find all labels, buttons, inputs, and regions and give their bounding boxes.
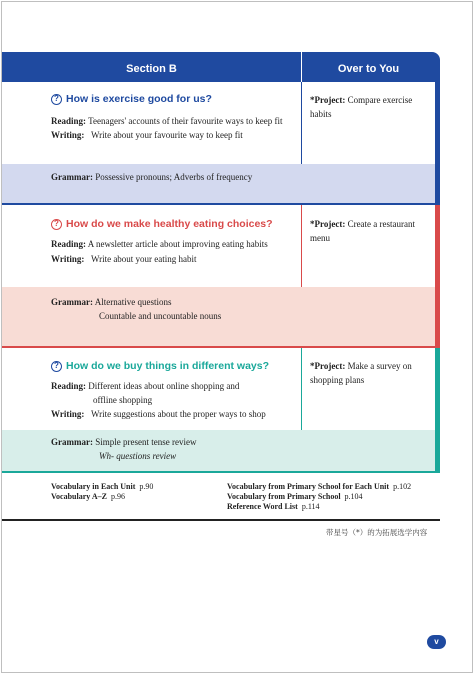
reference-label: Vocabulary in Each Unit bbox=[51, 482, 136, 491]
footnote: 带星号（*）的为拓展选学内容 bbox=[326, 528, 428, 537]
grammar-line-2: Countable and uncountable nouns bbox=[99, 311, 222, 321]
reference-vocabulary-a-z[interactable] bbox=[51, 492, 125, 501]
grammar-line bbox=[51, 437, 196, 447]
writing-line bbox=[51, 254, 197, 264]
grammar-band bbox=[2, 287, 435, 346]
grammar-line bbox=[51, 172, 252, 182]
writing-line bbox=[51, 130, 243, 140]
grammar-label: Grammar: bbox=[51, 297, 93, 307]
reference-primary-each-unit[interactable] bbox=[227, 482, 411, 491]
section-question bbox=[51, 218, 273, 230]
project-text bbox=[310, 359, 430, 387]
reference-page: p.96 bbox=[110, 492, 125, 501]
column-divider bbox=[301, 348, 302, 430]
grammar-text: Possessive pronouns; Adverbs of frequency bbox=[95, 172, 253, 182]
reference-label: Vocabulary from Primary School for Each Unit bbox=[227, 482, 390, 491]
project-value: Compare exercise habits bbox=[310, 95, 413, 119]
section-separator bbox=[2, 471, 440, 473]
reading-text: A newsletter article about improving eating habits bbox=[87, 239, 268, 249]
grammar-text: Alternative questions bbox=[94, 297, 172, 307]
reference-page: p.104 bbox=[344, 492, 363, 501]
section-question bbox=[51, 360, 269, 372]
writing-label: Writing: bbox=[51, 409, 85, 419]
section-3 bbox=[2, 348, 440, 471]
section-2 bbox=[2, 205, 440, 346]
question-circle-icon: ? bbox=[51, 361, 62, 372]
grammar-text: Simple present tense review bbox=[95, 437, 197, 447]
writing-text: Write about your favourite way to keep fit bbox=[90, 130, 243, 140]
reference-vocabulary-each-unit[interactable] bbox=[51, 482, 153, 491]
grammar-line bbox=[51, 297, 171, 307]
section-accent-bar bbox=[435, 82, 440, 203]
reference-label: Vocabulary A–Z bbox=[51, 492, 107, 501]
reading-text: Different ideas about online shopping and bbox=[88, 381, 240, 391]
grammar-band bbox=[2, 164, 435, 203]
bottom-rule bbox=[2, 519, 440, 521]
header-section-b: Section B bbox=[126, 63, 177, 75]
reading-line bbox=[51, 116, 283, 126]
project-text bbox=[310, 217, 430, 245]
question-circle-icon: ? bbox=[51, 94, 62, 105]
reference-label: Vocabulary from Primary School bbox=[227, 492, 341, 501]
reading-label: Reading: bbox=[51, 116, 87, 126]
reference-page: p.102 bbox=[393, 482, 412, 491]
project-value: Make a survey on shopping plans bbox=[310, 361, 412, 385]
reading-label: Reading: bbox=[51, 239, 87, 249]
table-header bbox=[2, 52, 440, 82]
writing-line bbox=[51, 409, 266, 419]
section-accent-bar bbox=[435, 205, 440, 346]
reading-text: Teenagers' accounts of their favourite ways to keep fit bbox=[88, 116, 283, 126]
grammar-line-2: Wh- questions review bbox=[99, 451, 177, 461]
writing-text: Write about your eating habit bbox=[90, 254, 197, 264]
question-circle-icon: ? bbox=[51, 219, 62, 230]
reading-label: Reading: bbox=[51, 381, 87, 391]
reference-primary-school[interactable] bbox=[227, 492, 363, 501]
project-label: *Project: bbox=[310, 361, 346, 371]
grammar-label: Grammar: bbox=[51, 437, 93, 447]
section-accent-bar bbox=[435, 348, 440, 471]
grammar-label: Grammar: bbox=[51, 172, 93, 182]
writing-label: Writing: bbox=[51, 130, 85, 140]
section-1 bbox=[2, 82, 440, 203]
reference-page: p.114 bbox=[301, 502, 320, 511]
reference-word-list[interactable] bbox=[227, 502, 320, 511]
project-text bbox=[310, 93, 430, 121]
grammar-band bbox=[2, 430, 435, 471]
writing-label: Writing: bbox=[51, 254, 85, 264]
reading-line bbox=[51, 381, 239, 391]
header-over-to-you: Over to You bbox=[337, 63, 400, 75]
reading-continuation: offline shopping bbox=[93, 395, 153, 405]
project-label: *Project: bbox=[310, 95, 346, 105]
question-text: How is exercise good for us? bbox=[66, 93, 212, 105]
reference-label: Reference Word List bbox=[227, 502, 298, 511]
project-value: Create a restaurant menu bbox=[310, 219, 416, 243]
reference-page: p.90 bbox=[139, 482, 154, 491]
column-divider bbox=[301, 205, 302, 287]
reading-line bbox=[51, 239, 268, 249]
column-divider bbox=[301, 82, 302, 164]
question-text: How do we buy things in different ways? bbox=[66, 360, 270, 372]
project-label: *Project: bbox=[310, 219, 346, 229]
question-text: How do we make healthy eating choices? bbox=[66, 218, 273, 230]
page-number: v bbox=[427, 635, 446, 649]
writing-text: Write suggestions about the proper ways to shop bbox=[90, 409, 266, 419]
section-question bbox=[51, 93, 212, 105]
